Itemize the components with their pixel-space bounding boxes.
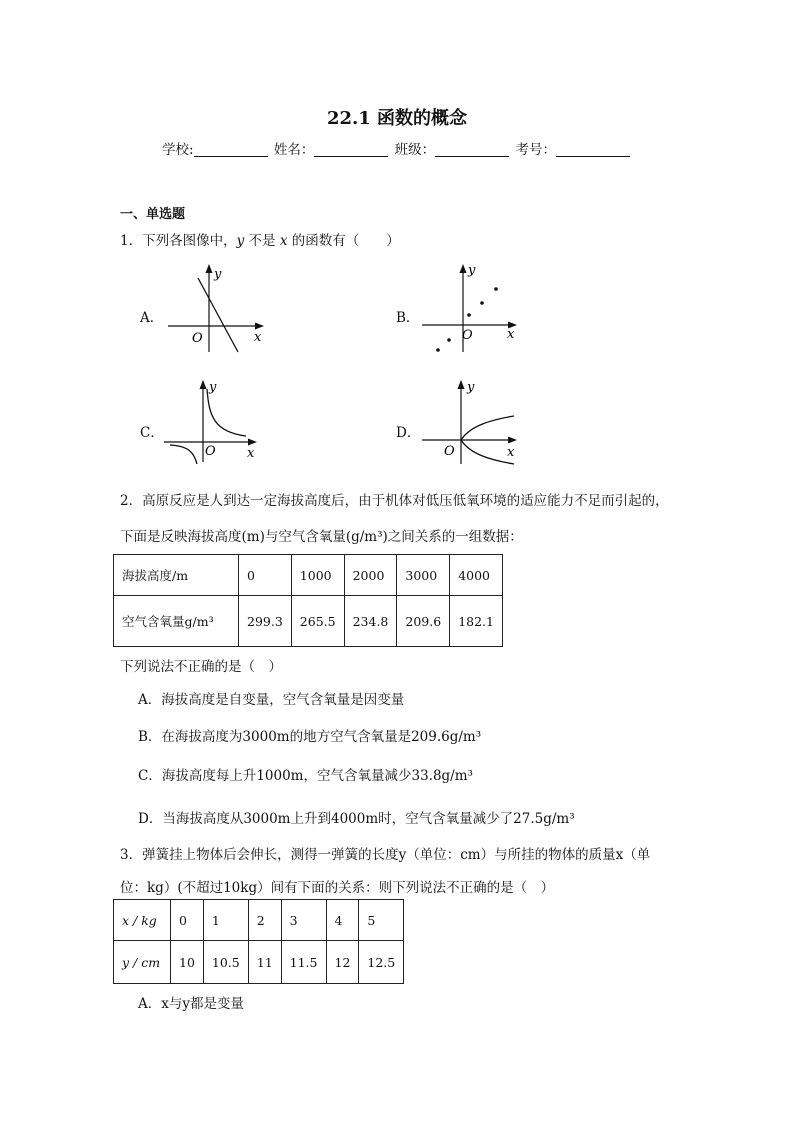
- graph-c-branch-right: [207, 389, 246, 436]
- class-blank[interactable]: [435, 142, 509, 157]
- table-cell: 11.5: [281, 941, 326, 984]
- graph-b-point: [447, 338, 451, 342]
- y-axis-arrow-icon: [458, 380, 465, 389]
- q2-stem-line2: 下面是反映海拔高度(m)与空气含氧量(g/m³)之间关系的一组数据：: [120, 529, 523, 545]
- q2-option-a[interactable]: A．海拔高度是自变量，空气含氧量是因变量: [138, 692, 405, 708]
- q2-option-d[interactable]: D．当海拔高度从3000m上升到4000m时，空气含氧量减少了27.5g/m³: [138, 811, 575, 827]
- name-blank[interactable]: [314, 142, 388, 157]
- table-cell: 234.8: [344, 596, 397, 647]
- x-axis-label: x: [507, 327, 515, 342]
- y-axis-label: y: [468, 263, 476, 278]
- table-cell: 11: [248, 941, 281, 984]
- q2-stem-line1: 2．高原反应是人到达一定海拔高度后，由于机体对低压低氧环境的适应能力不足而引起的，: [120, 493, 669, 509]
- q1-var-x: x: [279, 233, 288, 249]
- q1-graph-a: [160, 258, 275, 358]
- table-cell: 4000: [450, 555, 503, 596]
- graph-b-point: [480, 301, 484, 305]
- x-axis-arrow-icon: [248, 439, 257, 446]
- exam-number-blank[interactable]: [556, 142, 630, 157]
- table-cell: 5: [359, 900, 404, 941]
- q1-option-b-label[interactable]: B．: [396, 310, 420, 326]
- x-axis-label: x: [247, 446, 255, 461]
- q3-table: [113, 899, 404, 984]
- table-cell: 182.1: [450, 596, 503, 647]
- q1-stem-post: 的函数有（ ）: [291, 233, 400, 249]
- table-cell: 1000: [291, 555, 344, 596]
- y-axis-label: y: [209, 380, 217, 395]
- q3-stem-line2: 位：kg）(不超过10kg）间有下面的关系：则下列说法不正确的是（ ）: [120, 880, 555, 896]
- table-cell: 3: [281, 900, 326, 941]
- table-cell: 3000: [397, 555, 450, 596]
- y-axis-arrow-icon: [206, 264, 213, 273]
- table-row-header: 空气含氧量g/m³: [114, 596, 239, 647]
- origin-label: O: [462, 328, 473, 343]
- class-label: 班级：: [394, 142, 436, 158]
- q2-ask: 下列说法不正确的是（ ）: [120, 659, 282, 675]
- table-cell: 12.5: [359, 941, 404, 984]
- x-axis-arrow-icon: [255, 323, 264, 330]
- q1-graph-d: [418, 374, 533, 466]
- table-row: [114, 555, 503, 596]
- table-cell: 299.3: [239, 596, 292, 647]
- origin-label: O: [192, 331, 203, 346]
- q1-var-y: y: [236, 233, 245, 249]
- graph-b-point: [467, 313, 471, 317]
- q2-table: [113, 554, 503, 647]
- table-cell: 209.6: [397, 596, 450, 647]
- q1-option-d-label[interactable]: D．: [396, 425, 421, 441]
- q2-option-c[interactable]: C．海拔高度每上升1000m，空气含氧量减少33.8g/m³: [138, 768, 473, 784]
- graph-c-branch-left: [170, 445, 197, 464]
- origin-label: O: [444, 444, 455, 459]
- q3-stem-line1: 3．弹簧挂上物体后会伸长，测得一弹簧的长度y（单位：cm）与所挂的物体的质量x（单: [120, 847, 651, 863]
- table-cell: 2000: [344, 555, 397, 596]
- q3-option-a[interactable]: A．x与y都是变量: [138, 996, 244, 1012]
- student-info-line: [0, 138, 794, 158]
- table-cell: 2: [248, 900, 281, 941]
- graph-b-point: [436, 348, 440, 352]
- table-cell: 12: [326, 941, 359, 984]
- q1-option-a-label[interactable]: A．: [140, 310, 164, 326]
- q2-option-b[interactable]: B．在海拔高度为3000m的地方空气含氧量是209.6g/m³: [138, 729, 482, 745]
- table-row: [114, 596, 503, 647]
- y-axis-label: y: [467, 380, 475, 395]
- table-cell: 0: [239, 555, 292, 596]
- y-axis-label: y: [214, 267, 222, 282]
- q1-stem-mid: 不是: [248, 233, 276, 249]
- name-label: 姓名：: [273, 142, 315, 158]
- table-cell: 0: [171, 900, 204, 941]
- origin-label: O: [205, 444, 216, 459]
- q1-stem: [120, 229, 400, 249]
- section-heading: 一、单选题: [120, 207, 186, 222]
- x-axis-arrow-icon: [508, 437, 517, 444]
- page-title: 22.1 函数的概念: [326, 108, 468, 129]
- x-axis-label: x: [507, 445, 515, 460]
- y-axis-arrow-icon: [460, 264, 467, 273]
- table-cell: 265.5: [291, 596, 344, 647]
- q1-graph-b: [416, 258, 531, 358]
- school-blank[interactable]: [194, 142, 268, 157]
- graph-b-point: [494, 287, 498, 291]
- exam-number-label: 考号：: [515, 142, 556, 158]
- q1-stem-pre: 1．下列各图像中，: [120, 233, 237, 249]
- table-cell: 1: [203, 900, 248, 941]
- table-row: [114, 900, 404, 941]
- table-row: [114, 941, 404, 984]
- graph-a-line: [198, 278, 238, 352]
- table-cell: 10: [171, 941, 204, 984]
- q1-graph-c: [158, 374, 273, 464]
- table-row-header: x / kg: [114, 900, 171, 941]
- table-cell: 10.5: [203, 941, 248, 984]
- table-row-header: y / cm: [114, 941, 171, 984]
- x-axis-label: x: [254, 330, 262, 345]
- y-axis-arrow-icon: [200, 380, 207, 389]
- q1-option-c-label[interactable]: C．: [140, 425, 164, 441]
- table-row-header: 海拔高度/m: [114, 555, 239, 596]
- school-label: 学校:: [162, 142, 194, 158]
- table-cell: 4: [326, 900, 359, 941]
